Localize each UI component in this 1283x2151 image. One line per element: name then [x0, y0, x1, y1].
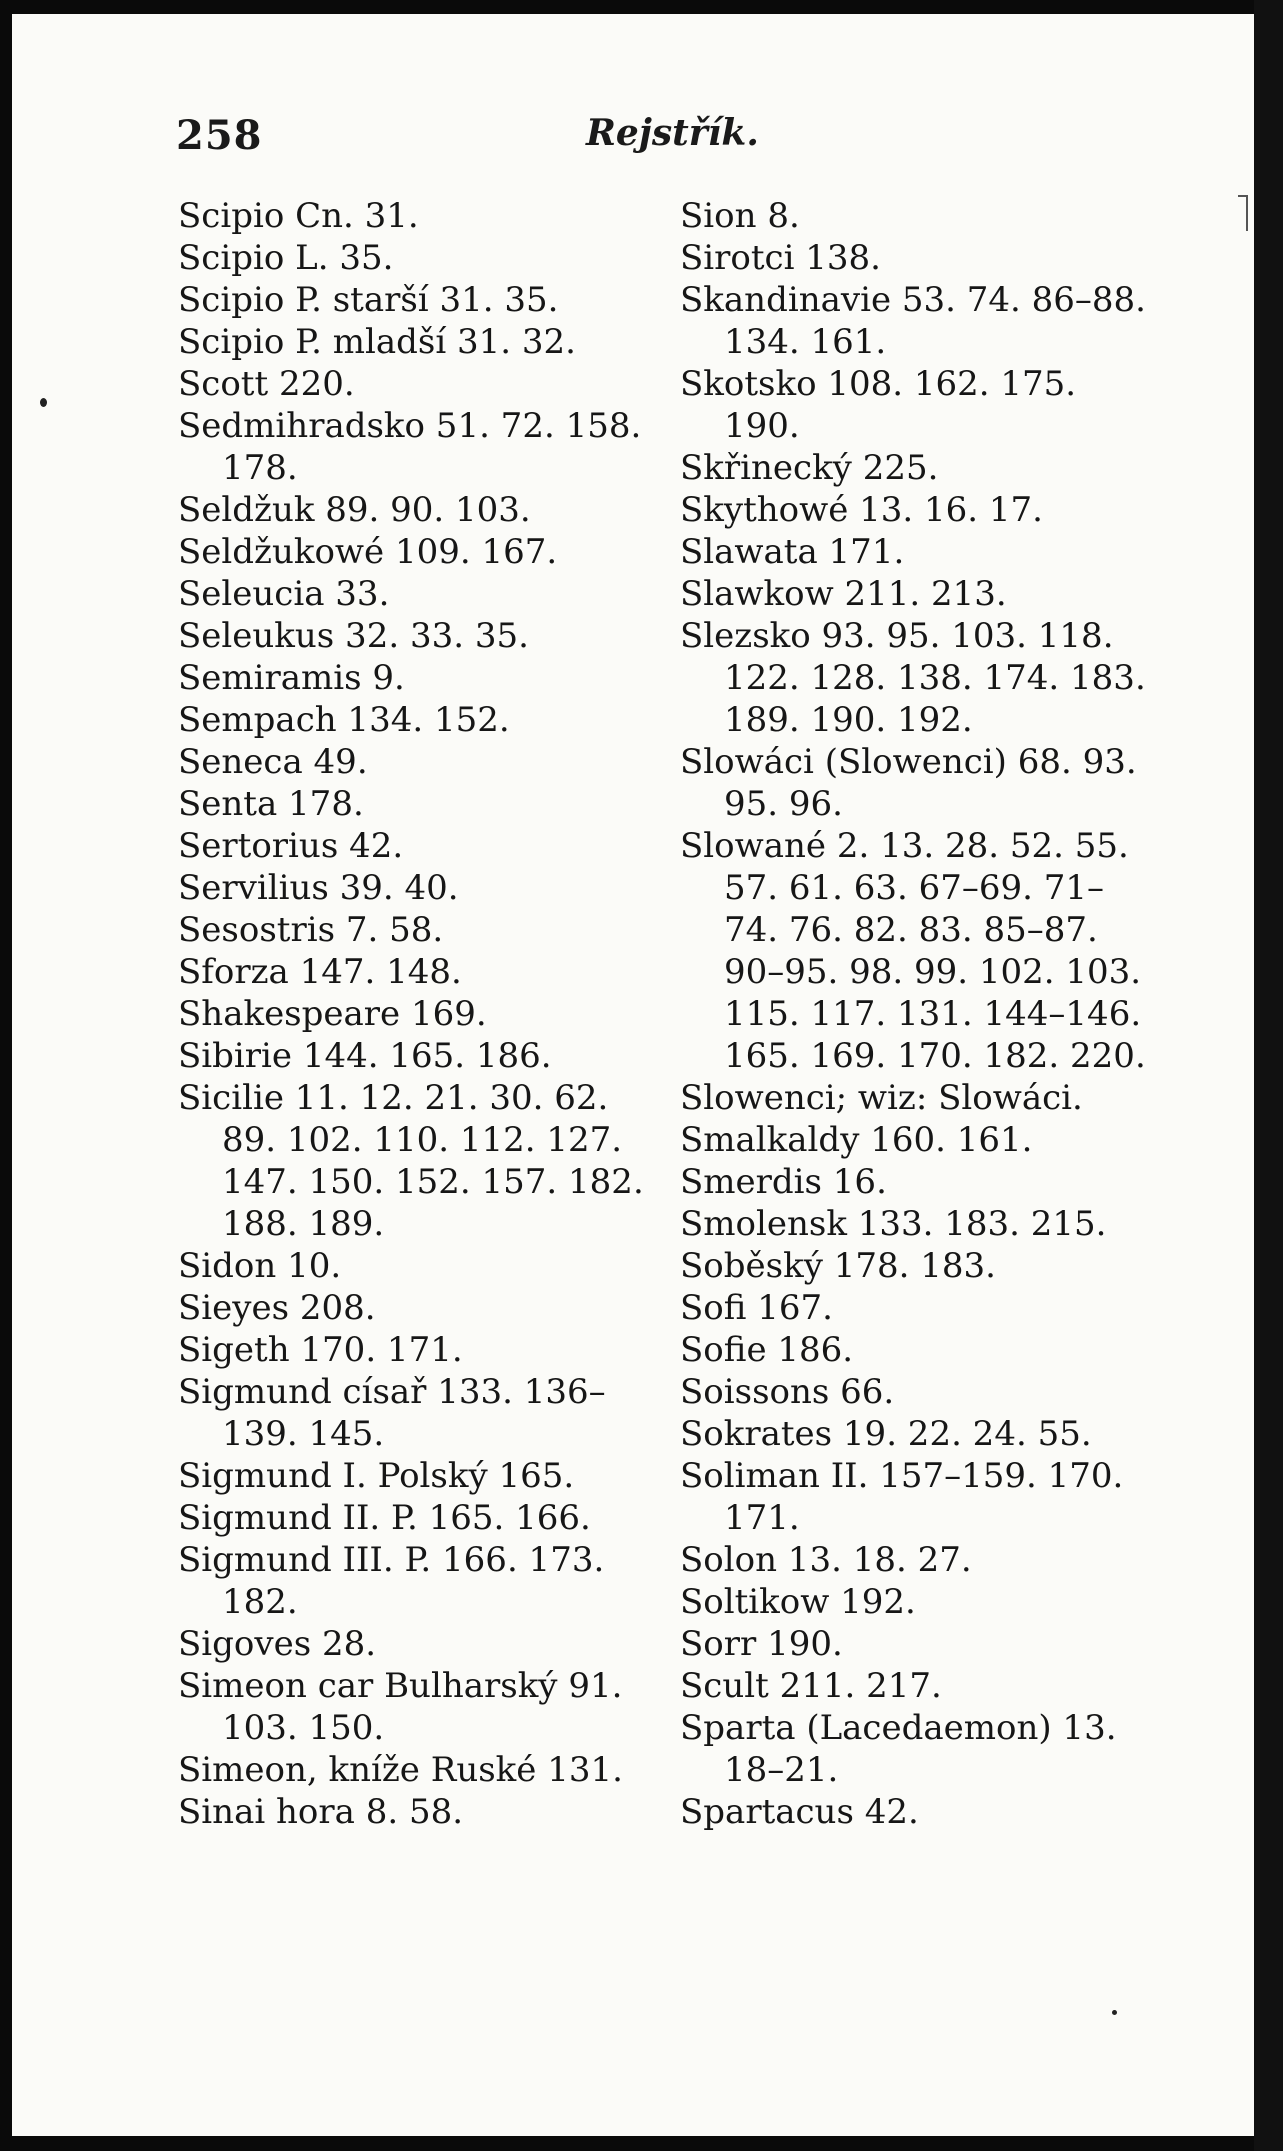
index-entry: Sirotci 138. — [680, 238, 881, 278]
index-entry: Skythowé 13. 16. 17. — [680, 490, 1043, 530]
index-entry: Sparta (Lacedaemon) 13. — [680, 1708, 1117, 1748]
index-entry: Slowané 2. 13. 28. 52. 55. — [680, 826, 1129, 866]
index-entry-continuation: 188. 189. — [222, 1204, 385, 1244]
index-entry: Seldžuk 89. 90. 103. — [178, 490, 531, 530]
index-entry: Sesostris 7. 58. — [178, 910, 444, 950]
index-entry: Skandinavie 53. 74. 86–88. — [680, 280, 1146, 320]
index-entry: Sorr 190. — [680, 1624, 843, 1664]
index-entry: Soissons 66. — [680, 1372, 895, 1412]
index-entry: Scipio L. 35. — [178, 238, 394, 278]
index-entry: Shakespeare 169. — [178, 994, 487, 1034]
index-entry: Smolensk 133. 183. 215. — [680, 1204, 1107, 1244]
index-entry: Soliman II. 157–159. 170. — [680, 1456, 1124, 1496]
index-entry-continuation: 89. 102. 110. 112. 127. — [222, 1120, 623, 1160]
index-entry: Sigmund III. P. 166. 173. — [178, 1540, 605, 1580]
index-entry: Sertorius 42. — [178, 826, 404, 866]
index-entry: Smalkaldy 160. 161. — [680, 1120, 1033, 1160]
index-entry-continuation: 90–95. 98. 99. 102. 103. — [724, 952, 1142, 992]
scan-speck — [40, 398, 47, 407]
index-entry: Sigoves 28. — [178, 1624, 377, 1664]
index-entry-continuation: 103. 150. — [222, 1708, 385, 1748]
index-entry: Soběský 178. 183. — [680, 1246, 996, 1286]
scan-mark — [1238, 195, 1248, 231]
index-entry-continuation: 178. — [222, 448, 298, 488]
index-column-right — [680, 195, 1180, 1833]
index-entry: Sigmund II. P. 165. 166. — [178, 1498, 591, 1538]
index-entry: Scipio P. mladší 31. 32. — [178, 322, 576, 362]
index-entry-continuation: 182. — [222, 1582, 298, 1622]
index-entry: Slowáci (Slowenci) 68. 93. — [680, 742, 1137, 782]
index-entry: Sigmund I. Polský 165. — [178, 1456, 575, 1496]
index-entry: Sempach 134. 152. — [178, 700, 510, 740]
index-entry: Smerdis 16. — [680, 1162, 887, 1202]
index-entry: Scipio Cn. 31. — [178, 196, 419, 236]
index-entry: Sicilie 11. 12. 21. 30. 62. — [178, 1078, 609, 1118]
index-entry-continuation: 134. 161. — [724, 322, 887, 362]
index-entry: Sigmund císař 133. 136– — [178, 1372, 606, 1412]
index-entry: Skotsko 108. 162. 175. — [680, 364, 1077, 404]
index-entry: Seldžukowé 109. 167. — [178, 532, 558, 572]
index-entry-continuation: 74. 76. 82. 83. 85–87. — [724, 910, 1098, 950]
index-entry: Sigeth 170. 171. — [178, 1330, 463, 1370]
index-entry: Soltikow 192. — [680, 1582, 916, 1622]
index-entry-continuation: 115. 117. 131. 144–146. — [724, 994, 1142, 1034]
index-entry: Sofie 186. — [680, 1330, 854, 1370]
index-entry-continuation: 171. — [724, 1498, 800, 1538]
index-entry: Slawata 171. — [680, 532, 905, 572]
index-entry: Slawkow 211. 213. — [680, 574, 1007, 614]
index-entry: Simeon, kníže Ruské 131. — [178, 1750, 623, 1790]
index-entry: Sibirie 144. 165. 186. — [178, 1036, 552, 1076]
index-entry-continuation: 18–21. — [724, 1750, 839, 1790]
index-entry: Sokrates 19. 22. 24. 55. — [680, 1414, 1092, 1454]
index-entry: Sidon 10. — [178, 1246, 342, 1286]
index-entry: Seleucia 33. — [178, 574, 390, 614]
index-entry: Senta 178. — [178, 784, 364, 824]
page-number: 258 — [176, 112, 263, 159]
index-entry: Servilius 39. 40. — [178, 868, 459, 908]
scan-edge-right — [1254, 0, 1283, 2151]
index-entry: Slezsko 93. 95. 103. 118. — [680, 616, 1114, 656]
index-entry: Seleukus 32. 33. 35. — [178, 616, 529, 656]
index-column-left — [178, 195, 658, 1833]
index-entry-continuation: 57. 61. 63. 67–69. 71– — [724, 868, 1105, 908]
index-entry: Sinai hora 8. 58. — [178, 1792, 464, 1832]
index-entry-continuation: 190. — [724, 406, 800, 446]
index-entry: Scott 220. — [178, 364, 355, 404]
index-entry: Sion 8. — [680, 196, 800, 236]
scan-speck — [1112, 2010, 1117, 2015]
index-entry-continuation: 139. 145. — [222, 1414, 385, 1454]
index-entry: Sieyes 208. — [178, 1288, 376, 1328]
index-entry: Scult 211. 217. — [680, 1666, 942, 1706]
index-entry-continuation: 165. 169. 170. 182. 220. — [724, 1036, 1146, 1076]
index-entry: Scipio P. starší 31. 35. — [178, 280, 559, 320]
index-entry: Sedmihradsko 51. 72. 158. — [178, 406, 642, 446]
index-entry-continuation: 147. 150. 152. 157. 182. — [222, 1162, 644, 1202]
running-title: Rejstřík. — [586, 112, 759, 154]
index-entry: Sofi 167. — [680, 1288, 833, 1328]
index-entry: Semiramis 9. — [178, 658, 405, 698]
index-entry-continuation: 189. 190. 192. — [724, 700, 973, 740]
index-entry: Slowenci; wiz: Slowáci. — [680, 1078, 1083, 1118]
index-entry: Simeon car Bulharský 91. — [178, 1666, 623, 1706]
index-entry: Skřinecký 225. — [680, 448, 939, 488]
page-header — [166, 112, 1166, 172]
index-entry: Solon 13. 18. 27. — [680, 1540, 972, 1580]
index-entry-continuation: 122. 128. 138. 174. 183. — [724, 658, 1146, 698]
index-entry-continuation: 95. 96. — [724, 784, 843, 824]
index-entry: Spartacus 42. — [680, 1792, 919, 1832]
index-entry: Sforza 147. 148. — [178, 952, 462, 992]
index-entry: Seneca 49. — [178, 742, 368, 782]
